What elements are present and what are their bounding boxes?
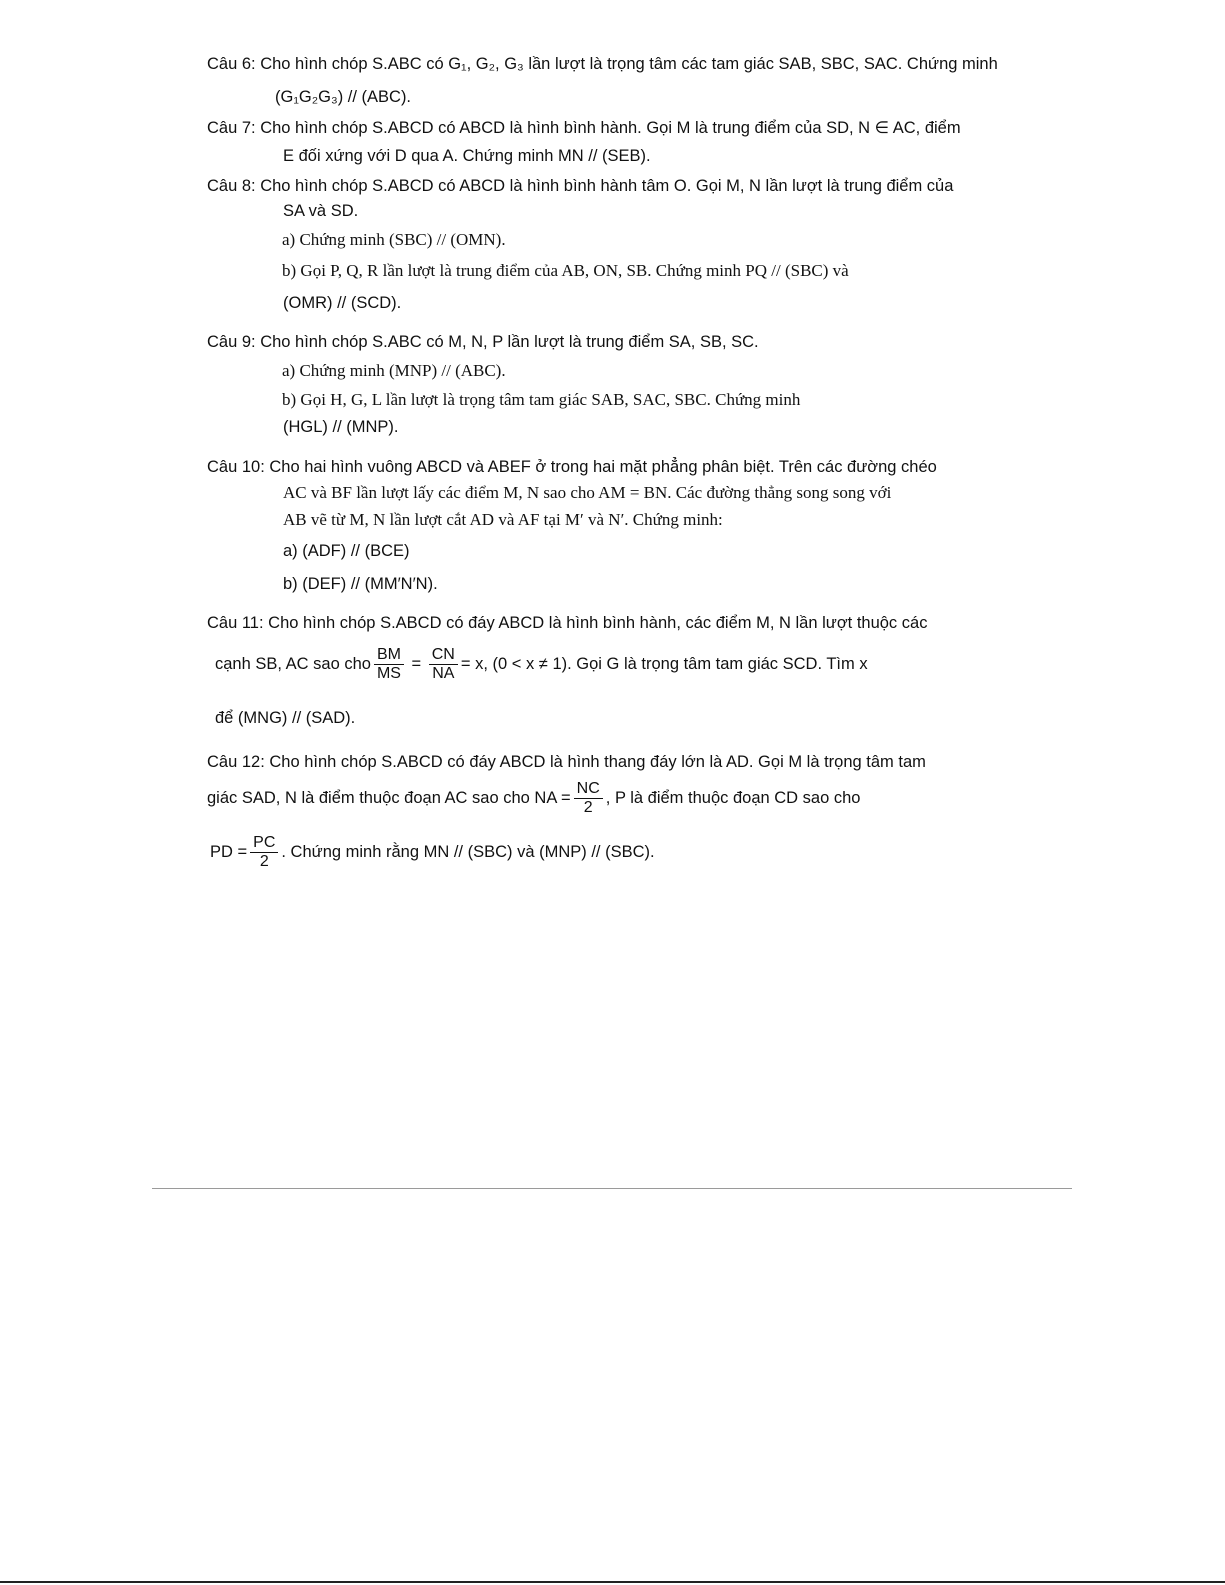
question-12-line-3-end: . Chứng minh rằng MN // (SBC) và (MNP) // (SBC). bbox=[281, 842, 655, 861]
question-10-line-1: Câu 10: Cho hai hình vuông ABCD và ABEF ở trong hai mặt phẳng phân biệt. Trên các đường chéo bbox=[207, 458, 937, 476]
question-10-line-2: AC và BF lần lượt lấy các điểm M, N sao cho AM = BN. Các đường thẳng song song với bbox=[283, 483, 892, 502]
fraction-bm-ms bbox=[374, 646, 404, 683]
question-8-part-b-line-2: (OMR) // (SCD). bbox=[283, 294, 402, 312]
fraction-nc-numerator: NC bbox=[574, 780, 603, 799]
fraction-pc-2 bbox=[250, 834, 278, 871]
fraction-cn-na bbox=[429, 646, 458, 683]
question-11-line-2-start: cạnh SB, AC sao cho bbox=[215, 654, 371, 673]
fraction-pc-numerator: PC bbox=[250, 834, 278, 853]
footer-divider bbox=[152, 1188, 1072, 1189]
question-11-line-1: Câu 11: Cho hình chóp S.ABCD có đáy ABCD là hình bình hành, các điểm M, N lần lượt thuộc các bbox=[207, 614, 928, 632]
question-8-part-a: a) Chứng minh (SBC) // (OMN). bbox=[282, 230, 506, 249]
question-9-part-b-line-2: (HGL) // (MNP). bbox=[283, 418, 399, 436]
fraction-bm-numerator: BM bbox=[374, 646, 404, 665]
question-12-line-2-end: , P là điểm thuộc đoạn CD sao cho bbox=[605, 788, 861, 807]
fraction-cn-numerator: CN bbox=[429, 646, 458, 665]
fraction-cn-denominator: NA bbox=[432, 665, 455, 682]
question-12-line-3 bbox=[210, 834, 655, 871]
question-9-part-b-line-1: b) Gọi H, G, L lần lượt là trọng tâm tam giác SAB, SAC, SBC. Chứng minh bbox=[282, 390, 801, 409]
question-11-line-2-end: = x, (0 < x ≠ 1). Gọi G là trọng tâm tam giác SCD. Tìm x bbox=[460, 654, 868, 673]
question-6-line-1: Câu 6: Cho hình chóp S.ABC có G₁, G₂, G₃ lần lượt là trọng tâm các tam giác SAB, SBC, SAC. Chứng minh bbox=[207, 55, 998, 73]
page-bottom-border bbox=[0, 1581, 1225, 1583]
question-10-line-3: AB vẽ từ M, N lần lượt cắt AD và AF tại M′ và N′. Chứng minh: bbox=[283, 510, 723, 529]
question-8-line-1: Câu 8: Cho hình chóp S.ABCD có ABCD là hình bình hành tâm O. Gọi M, N lần lượt là trung điểm của bbox=[207, 177, 954, 195]
fraction-nc-denominator: 2 bbox=[583, 799, 593, 816]
question-11-line-2: cạnh SB, AC sao cho $\frac{BM}{MS}$ = $\frac{CN}{NA}$ = x, (0 < x ≠ 1). Gọi G là trọng tâm tam giác SCD. Tìm x bbox=[215, 646, 868, 682]
question-8-part-b-line-1: b) Gọi P, Q, R lần lượt là trung điểm của AB, ON, SB. Chứng minh PQ // (SBC) và bbox=[282, 261, 849, 280]
question-7-line-2: E đối xứng với D qua A. Chứng minh MN // (SEB). bbox=[283, 147, 651, 165]
question-11-line-3: để (MNG) // (SAD). bbox=[215, 709, 356, 727]
question-10-part-a: a) (ADF) // (BCE) bbox=[283, 542, 410, 560]
question-12-line-3-start: PD = bbox=[210, 842, 248, 861]
fraction-nc-2 bbox=[574, 780, 603, 817]
question-9-part-a: a) Chứng minh (MNP) // (ABC). bbox=[282, 361, 506, 380]
question-9-line-1: Câu 9: Cho hình chóp S.ABC có M, N, P lần lượt là trung điểm SA, SB, SC. bbox=[207, 333, 759, 351]
question-6-line-2: (G₁G₂G₃) // (ABC). bbox=[275, 88, 412, 106]
question-12-line-2-start: giác SAD, N là điểm thuộc đoạn AC sao cho NA = bbox=[207, 788, 571, 807]
question-10-part-b: b) (DEF) // (MM′N′N). bbox=[283, 575, 438, 593]
question-12-line-1: Câu 12: Cho hình chóp S.ABCD có đáy ABCD là hình thang đáy lớn là AD. Gọi M là trọng tâm tam bbox=[207, 753, 926, 771]
question-12-line-2 bbox=[207, 780, 860, 817]
fraction-bm-denominator: MS bbox=[376, 665, 401, 682]
question-8-line-2: SA và SD. bbox=[283, 202, 359, 220]
fraction-pc-denominator: 2 bbox=[259, 853, 269, 870]
question-7-line-1: Câu 7: Cho hình chóp S.ABCD có ABCD là hình bình hành. Gọi M là trung điểm của SD, N ∈ AC, điểm bbox=[207, 119, 961, 137]
